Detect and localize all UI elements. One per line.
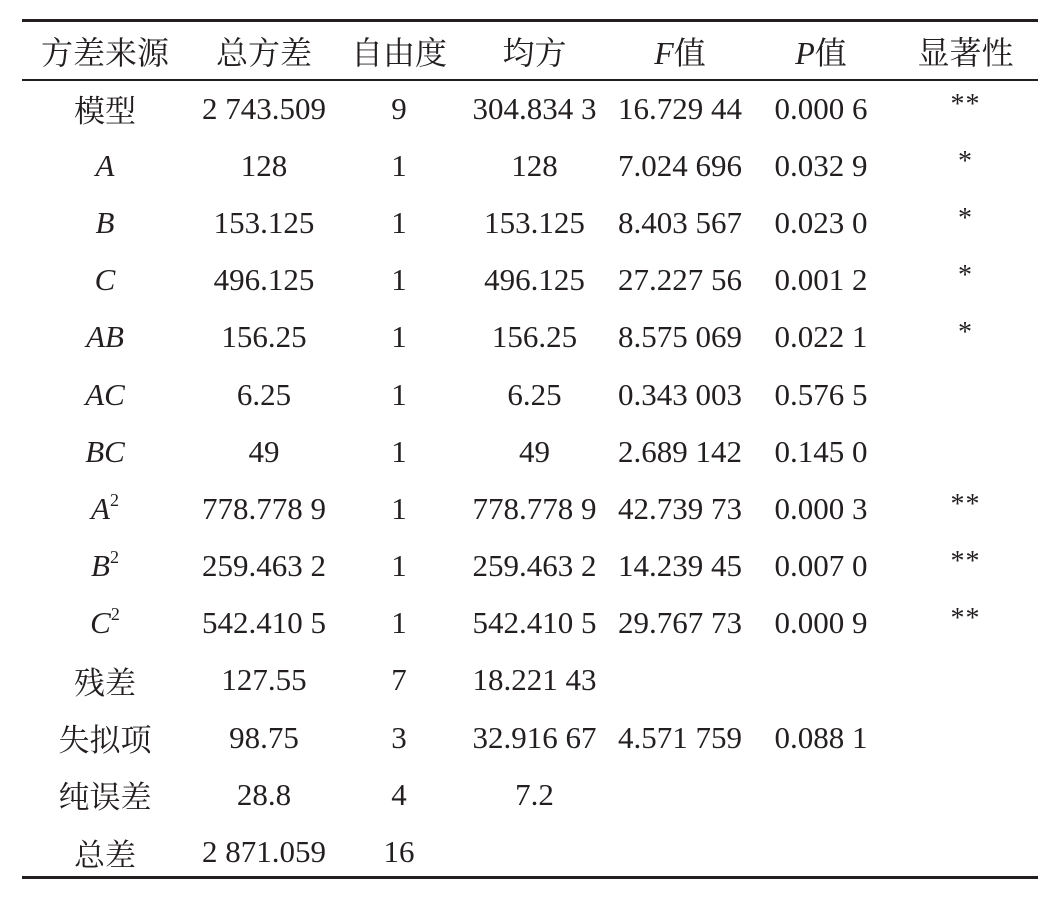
cell-mean-square: 49: [519, 433, 550, 469]
cell-mean-square: 496.125: [484, 262, 585, 298]
source-label: C: [94, 262, 116, 298]
cell-degrees-of-freedom: 7: [391, 662, 407, 698]
significance-stars: *: [958, 145, 973, 177]
header-p-value: [749, 22, 893, 80]
cell-significance: [893, 538, 1038, 595]
source-label: C: [90, 605, 111, 641]
cell-f-value: 4.571 759: [618, 719, 742, 755]
cell-mean-square: 542.410 5: [472, 605, 597, 641]
header-f-suffix: 值: [673, 35, 706, 71]
cell-significance: [893, 423, 1038, 480]
cell-significance: [893, 80, 1038, 137]
significance-stars: *: [958, 260, 973, 292]
cell-p-value: 0.576 5: [774, 376, 868, 412]
header-p-symbol: P: [795, 35, 815, 71]
cell-sum-of-squares: 6.25: [236, 376, 292, 412]
cell-sum-of-squares: 28.8: [236, 776, 292, 812]
cell-degrees-of-freedom: 9: [391, 90, 407, 126]
cell-sum-of-squares: 496.125: [213, 262, 315, 298]
cell-p-value: [749, 766, 893, 823]
cell-mean-square: 18.221 43: [472, 662, 597, 698]
cell-degrees-of-freedom: 1: [391, 147, 407, 183]
table-row: [22, 309, 1038, 366]
source-label: AC: [85, 376, 125, 412]
cell-degrees-of-freedom: 1: [391, 376, 407, 412]
cell-f-value: 8.403 567: [618, 204, 742, 240]
cell-sum-of-squares: 49: [248, 433, 280, 469]
cell-sum-of-squares: 542.410 5: [202, 605, 326, 641]
cell-mean-square: 304.834 3: [472, 90, 597, 126]
cell-source: [22, 137, 188, 194]
cell-mean-square: 7.2: [515, 776, 554, 812]
cell-p-value: 0.000 6: [774, 90, 868, 126]
cell-sum-of-squares: 127.55: [221, 662, 307, 698]
cell-degrees-of-freedom: 1: [391, 262, 407, 298]
cell-source: [22, 423, 188, 480]
cell-significance: [893, 595, 1038, 652]
cell-sum-of-squares: 259.463 2: [202, 548, 326, 584]
source-exponent: 2: [109, 489, 119, 510]
table-row: [22, 538, 1038, 595]
table-row: [22, 595, 1038, 652]
header-significance: 显著性: [917, 35, 1014, 71]
cell-mean-square: 153.125: [484, 204, 585, 240]
cell-f-value: 0.343 003: [618, 376, 742, 412]
table-row: [22, 709, 1038, 766]
header-p-suffix: 值: [814, 35, 847, 71]
cell-source: [22, 652, 188, 709]
cell-degrees-of-freedom: 1: [391, 319, 407, 355]
source-label: 失拟项: [58, 723, 152, 759]
cell-mean-square: 128: [511, 147, 558, 183]
header-degrees-of-freedom: 自由度: [350, 35, 447, 71]
cell-source: [22, 480, 188, 537]
cell-f-value: 8.575 069: [618, 319, 742, 355]
cell-degrees-of-freedom: 1: [391, 433, 407, 469]
cell-p-value: [749, 823, 893, 880]
cell-f-value: [611, 823, 749, 880]
header-mean-square: 均方: [502, 35, 567, 71]
cell-significance: [893, 709, 1038, 766]
cell-p-value: 0.022 1: [774, 319, 868, 355]
table-body: [22, 80, 1038, 881]
cell-significance: [893, 309, 1038, 366]
table-row: [22, 80, 1038, 137]
cell-sum-of-squares: 778.778 9: [202, 490, 326, 526]
cell-p-value: 0.088 1: [774, 719, 868, 755]
significance-stars: *: [958, 202, 973, 234]
source-label: 残差: [74, 665, 136, 701]
source-label: 模型: [74, 94, 136, 130]
significance-stars: **: [950, 546, 981, 578]
cell-source: [22, 823, 188, 880]
cell-mean-square: 32.916 67: [472, 719, 597, 755]
table-row: [22, 366, 1038, 423]
cell-degrees-of-freedom: 3: [391, 719, 407, 755]
cell-p-value: 0.001 2: [774, 262, 868, 298]
cell-f-value: 16.729 44: [618, 90, 742, 126]
cell-degrees-of-freedom: 1: [391, 548, 407, 584]
cell-f-value: 14.239 45: [618, 548, 742, 584]
cell-source: [22, 766, 188, 823]
cell-p-value: [749, 652, 893, 709]
cell-f-value: 2.689 142: [618, 433, 742, 469]
cell-significance: [893, 194, 1038, 251]
cell-p-value: 0.032 9: [774, 147, 868, 183]
cell-mean-square: [458, 823, 611, 880]
significance-stars: **: [950, 603, 981, 635]
table-row: [22, 423, 1038, 480]
cell-sum-of-squares: 98.75: [229, 719, 299, 755]
cell-p-value: 0.145 0: [774, 433, 868, 469]
anova-table: [22, 22, 1038, 881]
cell-f-value: [611, 766, 749, 823]
source-exponent: 2: [109, 546, 119, 567]
cell-p-value: 0.000 9: [774, 605, 868, 641]
cell-p-value: 0.023 0: [774, 204, 868, 240]
cell-significance: [893, 137, 1038, 194]
cell-degrees-of-freedom: 1: [391, 204, 407, 240]
source-label: 纯误差: [58, 780, 152, 816]
cell-significance: [893, 652, 1038, 709]
source-label: B: [91, 548, 110, 584]
cell-source: [22, 194, 188, 251]
cell-significance: [893, 823, 1038, 880]
table-row: [22, 823, 1038, 880]
cell-mean-square: 156.25: [491, 319, 578, 355]
cell-mean-square: 6.25: [507, 376, 562, 412]
cell-sum-of-squares: 153.125: [213, 204, 315, 240]
cell-significance: [893, 366, 1038, 423]
cell-source: [22, 538, 188, 595]
table-row: [22, 480, 1038, 537]
cell-degrees-of-freedom: 4: [391, 776, 407, 812]
cell-p-value: 0.007 0: [774, 548, 868, 584]
cell-f-value: 27.227 56: [618, 262, 742, 298]
cell-source: [22, 80, 188, 137]
cell-significance: [893, 480, 1038, 537]
cell-significance: [893, 766, 1038, 823]
cell-source: [22, 366, 188, 423]
header-sum-of-squares: 总方差: [215, 35, 312, 71]
header-f-symbol: F: [654, 35, 674, 71]
cell-mean-square: 778.778 9: [472, 490, 597, 526]
table-row: [22, 652, 1038, 709]
cell-source: [22, 309, 188, 366]
cell-f-value: [611, 652, 749, 709]
header-f-value: [611, 22, 749, 80]
table-row: [22, 766, 1038, 823]
table-row: [22, 252, 1038, 309]
cell-sum-of-squares: 2 743.509: [202, 90, 326, 126]
cell-degrees-of-freedom: 1: [391, 605, 407, 641]
cell-sum-of-squares: 128: [240, 147, 288, 183]
cell-p-value: 0.000 3: [774, 490, 868, 526]
header-source: 方差来源: [40, 35, 169, 71]
significance-stars: **: [950, 488, 981, 520]
source-label: BC: [85, 433, 125, 469]
cell-mean-square: 259.463 2: [472, 548, 597, 584]
cell-source: [22, 709, 188, 766]
cell-degrees-of-freedom: 1: [391, 490, 407, 526]
cell-significance: [893, 252, 1038, 309]
cell-source: [22, 595, 188, 652]
cell-source: [22, 252, 188, 309]
source-exponent: 2: [110, 603, 120, 624]
source-label: B: [95, 204, 115, 240]
table-row: [22, 137, 1038, 194]
cell-sum-of-squares: 2 871.059: [202, 834, 326, 870]
significance-stars: **: [950, 88, 981, 120]
cell-degrees-of-freedom: 16: [383, 834, 415, 870]
header-row: [22, 22, 1038, 80]
cell-f-value: 7.024 696: [618, 147, 742, 183]
source-label: A: [95, 147, 115, 183]
source-label: 总差: [74, 837, 136, 873]
cell-f-value: 42.739 73: [618, 490, 742, 526]
cell-f-value: 29.767 73: [618, 605, 742, 641]
significance-stars: *: [958, 317, 973, 349]
table-row: [22, 194, 1038, 251]
cell-sum-of-squares: 156.25: [221, 319, 307, 355]
source-label: AB: [86, 319, 124, 355]
table-header: [22, 22, 1038, 80]
source-label: A: [91, 490, 110, 526]
